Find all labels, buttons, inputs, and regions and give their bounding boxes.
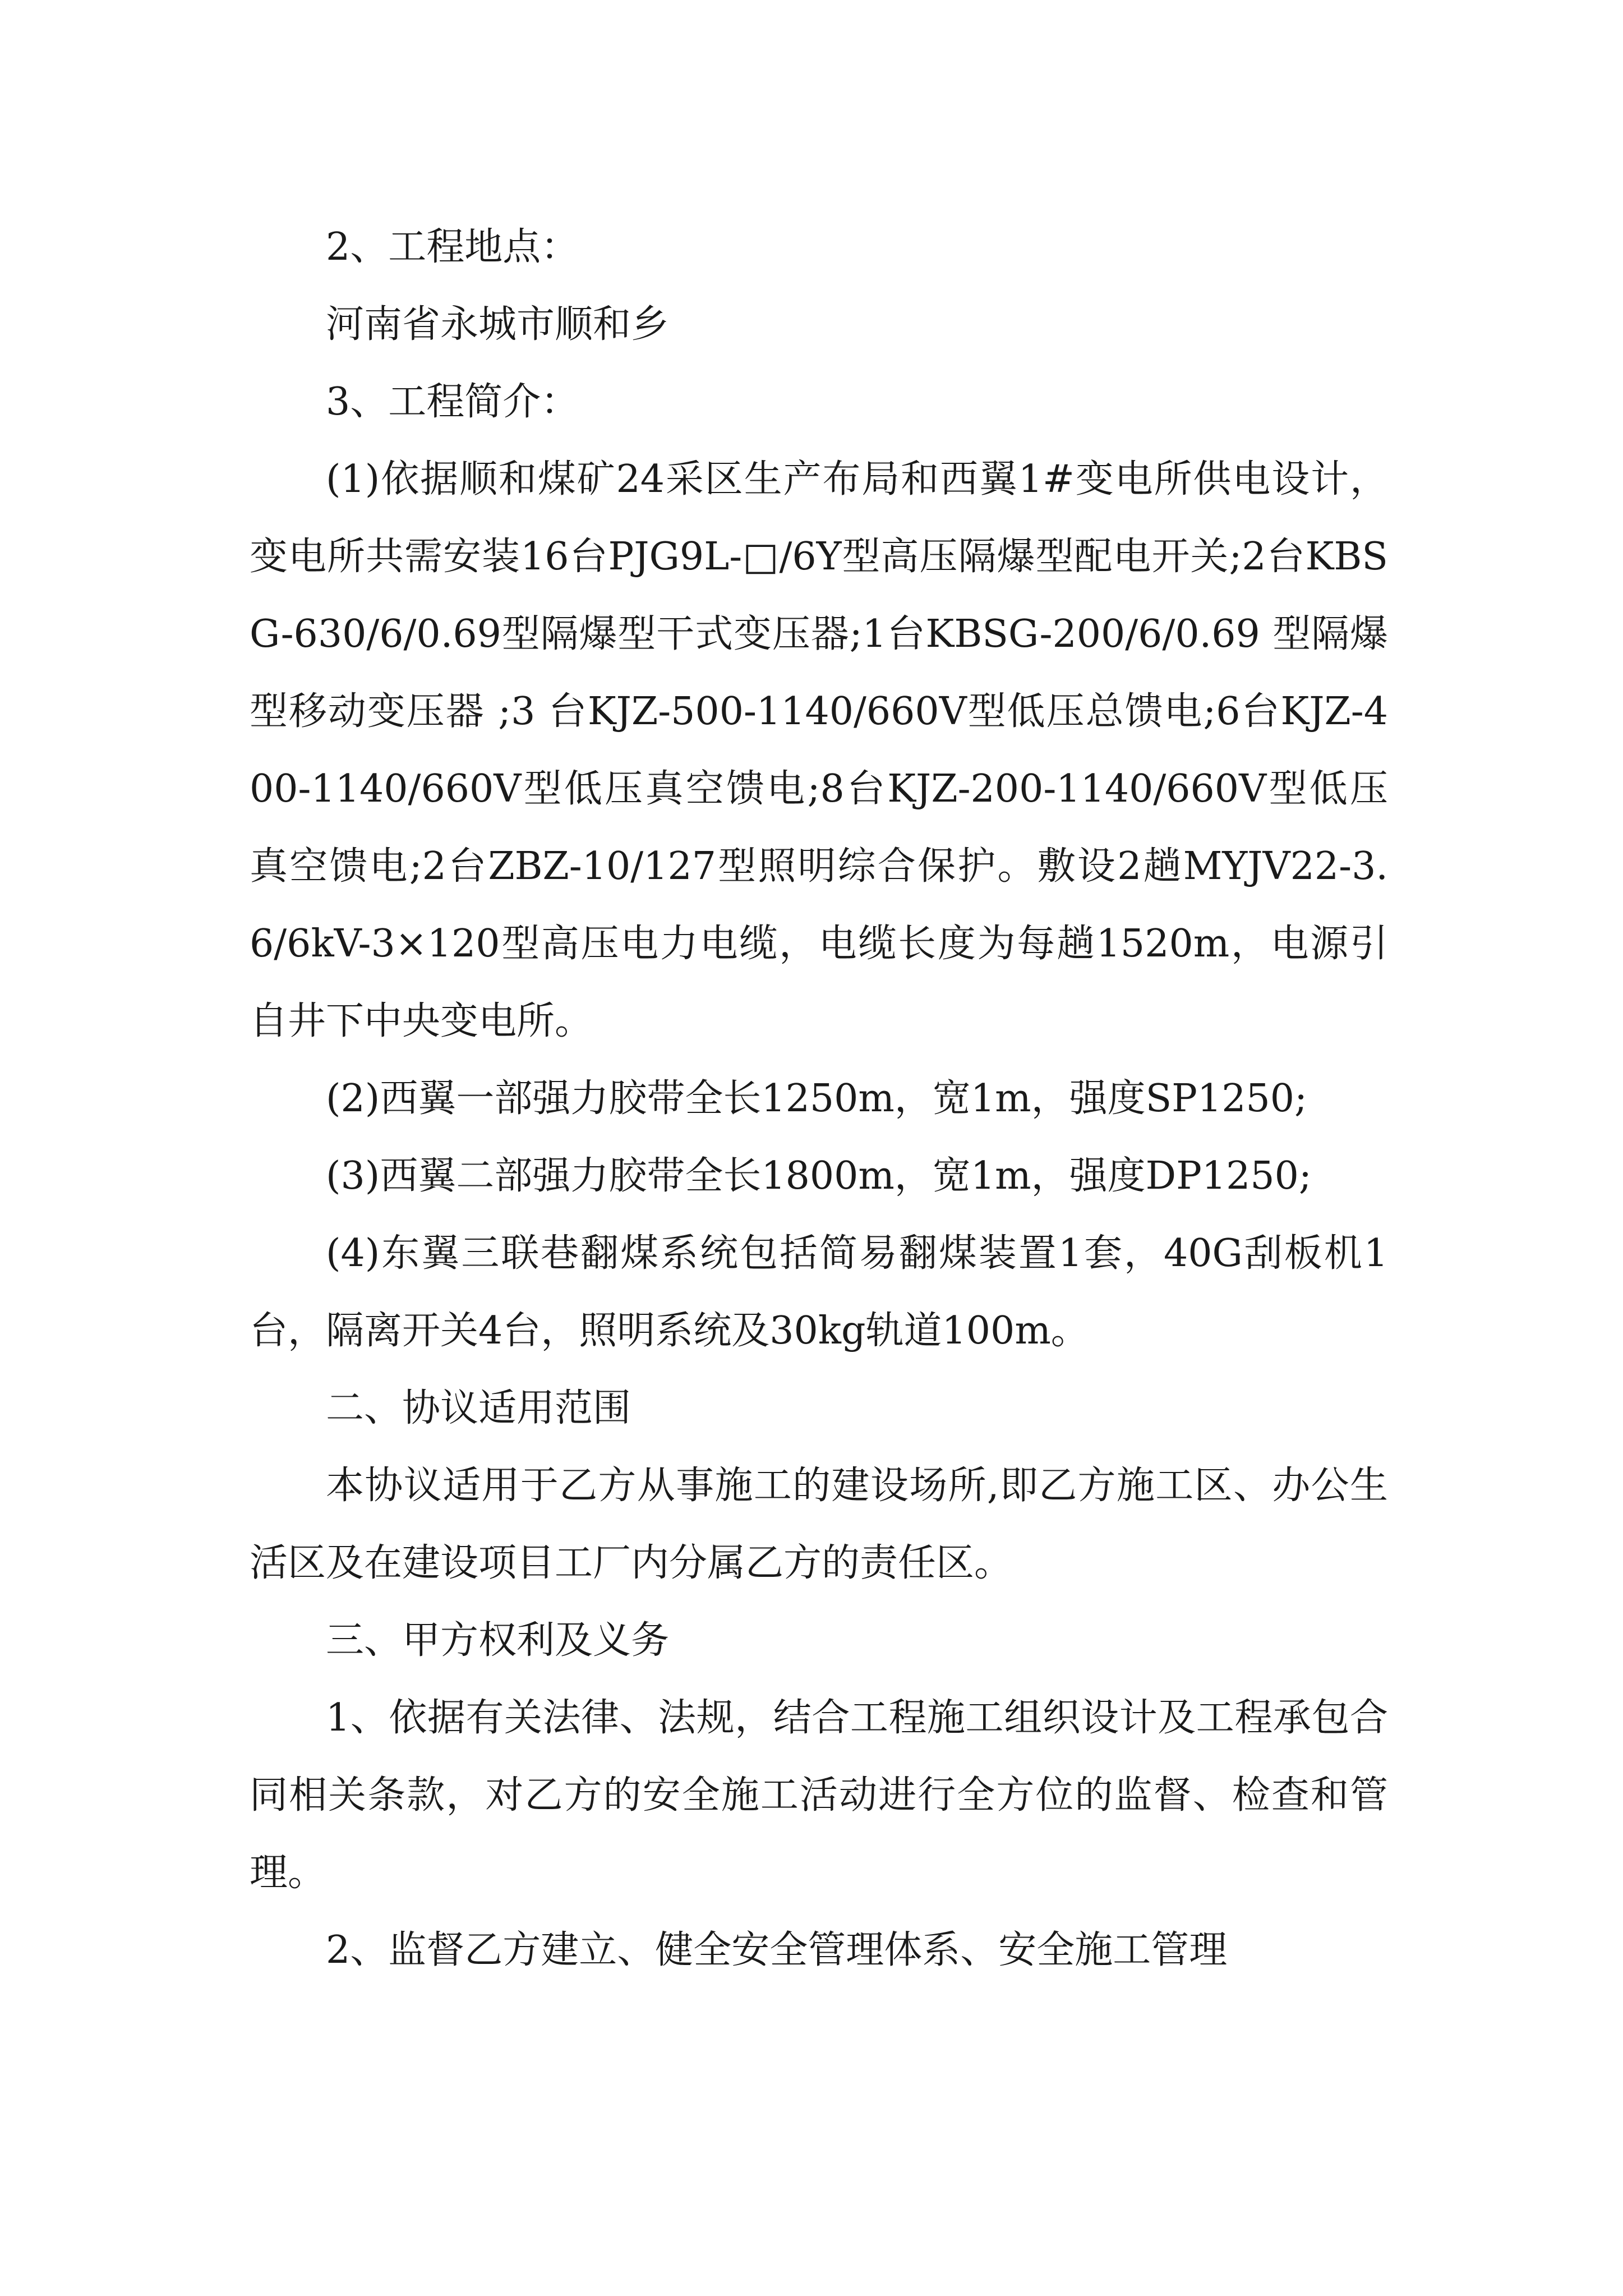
paragraph-project-location-heading: 2、工程地点： — [326, 225, 579, 269]
section-heading-scope: 二、协议适用范围 — [326, 1386, 631, 1430]
paragraph-project-intro-item-3: (3)西翼二部强力胶带全长1800m，宽1m，强度DP1250; — [326, 1154, 1312, 1198]
paragraph-project-intro-item-1: (1)依据顺和煤矿24采区生产布局和西翼1#变电所供电设计，变电所共需安装16台PJG9L-□/6Y型高压隔爆型配电开关;2台KBSG-630/6/0.69型隔爆型干式变压器;1台KBSG-200/6/0.69 型隔爆型移动变压器 ;3 台KJZ-500-1140/660V型低压总馈电;6台KJZ-400-1140/660V型低压真空馈电;8台KJZ-200-1140/660V型低压真空馈电;2台ZBZ-10/127型照明综合保护。敷设2趟MYJV22-3.6/6kV-3×120型高压电力电缆，电缆长度为每趟1520m，电源引自井下中央变电所。 — [250, 457, 1388, 1043]
paragraph-party-a-item-1: 1、依据有关法律、法规，结合工程施工组织设计及工程承包合同相关条款，对乙方的安全施工活动进行全方位的监督、检查和管理。 — [250, 1696, 1388, 1895]
paragraph-project-intro-heading: 3、工程简介： — [326, 380, 579, 424]
paragraph-project-location: 河南省永城市顺和乡 — [326, 302, 670, 347]
paragraph-project-intro-item-2: (2)西翼一部强力胶带全长1250m，宽1m，强度SP1250; — [326, 1076, 1307, 1121]
paragraph-party-a-item-2: 2、监督乙方建立、健全安全管理体系、安全施工管理 — [326, 1928, 1228, 1972]
paragraph-scope: 本协议适用于乙方从事施工的建设场所,即乙方施工区、办公生活区及在建设项目工厂内分属乙方的责任区。 — [250, 1464, 1388, 1585]
paragraph-project-intro-item-4: (4)东翼三联巷翻煤系统包括简易翻煤装置1套，40G刮板机1台，隔离开关4台，照明系统及30kg轨道100m。 — [250, 1231, 1388, 1353]
section-heading-party-a-rights: 三、甲方权利及义务 — [326, 1618, 670, 1663]
document-body — [250, 209, 1388, 1989]
